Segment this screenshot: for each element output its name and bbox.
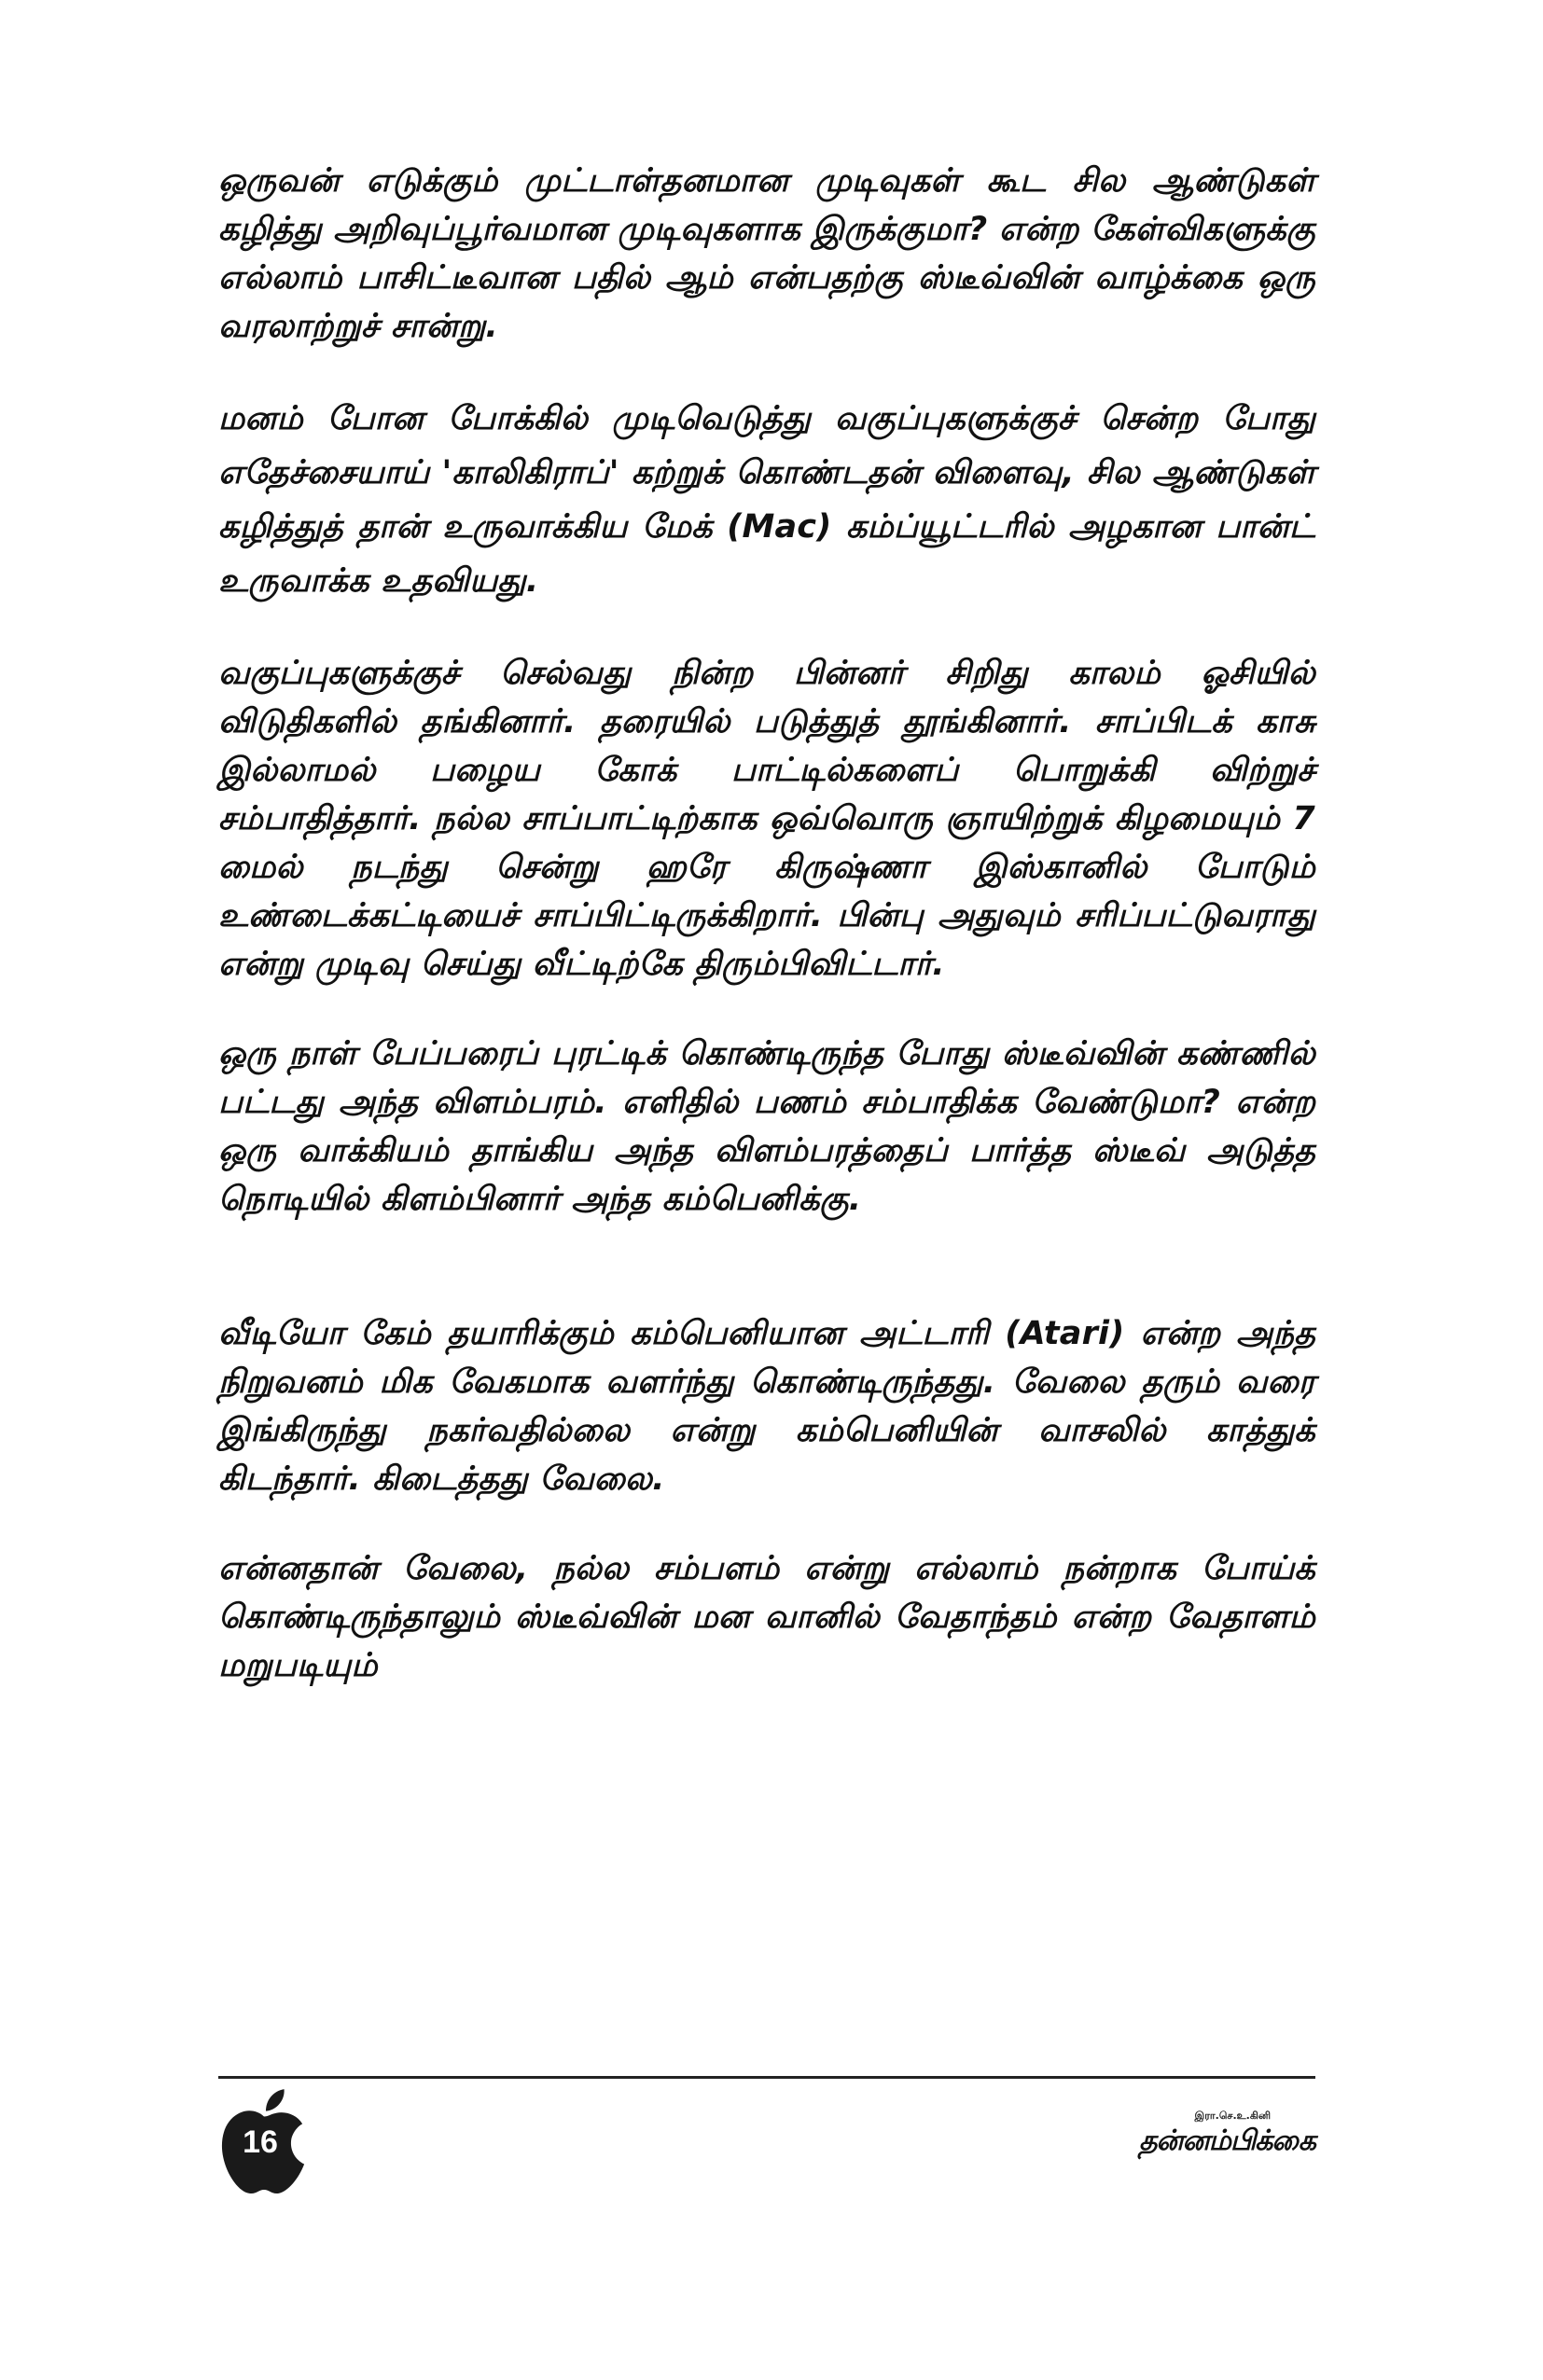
publisher-logo: [1036, 2110, 1315, 2160]
paragraph-4: ஒரு நாள் பேப்பரைப் புரட்டிக் கொண்டிருந்த போது ஸ்டீவ்வின் கண்ணில் பட்டது அந்த விளம்பரம். எளிதில் பணம் சம்பாதிக்க வேண்டுமா? என்ற ஒரு வாக்கியம் தாங்கிய அந்த விளம்பரத்தைப் பார்த்த ஸ்டீவ் அடுத்த நொடியில் கிளம்பினார் அந்த கம்பெனிக்கு.: [218, 1035, 1315, 1218]
paragraph-5: வீடியோ கேம் தயாரிக்கும் கம்பெனியான அட்டாரி (Atari) என்ற அந்த நிறுவனம் மிக வேகமாக வளர்ந்து கொண்டிருந்தது. வேலை தரும் வரை இங்கிருந்து நகர்வதில்லை என்று கம்பெனியின் வாசலில் காத்துக் கிடந்தார். கிடைத்தது வேலை.: [218, 1315, 1315, 1498]
paragraph-3: வகுப்புகளுக்குச் செல்வது நின்ற பின்னர் சிறிது காலம் ஓசியில் விடுதிகளில் தங்கினார். தரையில் படுத்துத் தூங்கினார். சாப்பிடக் காசு இல்லாமல் பழைய கோக் பாட்டில்களைப் பொறுக்கி விற்றுச் சம்பாதித்தார். நல்ல சாப்பாட்டிற்காக ஒவ்வொரு ஞாயிற்றுக் கிழமையும் 7 மைல் நடந்து சென்று ஹரே கிருஷ்ணா இஸ்கானில் போடும் உண்டைக்கட்டியைச் சாப்பிட்டிருக்கிறார். பின்பு அதுவும் சரிப்பட்டுவராது என்று முடிவு செய்து வீட்டிற்கே திரும்பிவிட்டார்.: [218, 655, 1315, 983]
paragraph-1: ஒருவன் எடுக்கும் முட்டாள்தனமான முடிவுகள் கூட சில ஆண்டுகள் கழித்து அறிவுப்பூர்வமான முடிவுகளாக இருக்குமா? என்ற கேள்விகளுக்கு எல்லாம் பாசிட்டீவான பதில் ஆம் என்பதற்கு ஸ்டீவ்வின் வாழ்க்கை ஒரு வரலாற்றுச் சான்று.: [218, 162, 1315, 345]
article-body: [218, 157, 1315, 1731]
paragraph-2: மனம் போன போக்கில் முடிவெடுத்து வகுப்புகளுக்குச் சென்ற போது எதேச்சையாய் 'காலிகிராப்' கற்றுக் கொண்டதன் விளைவு, சில ஆண்டுகள் கழித்துத் தான் உருவாக்கிய மேக் (Mac) கம்ப்யூட்டரில் அழகான பான்ட் உருவாக்க உதவியது.: [218, 400, 1315, 600]
page-number: 16: [243, 2124, 278, 2160]
publisher-editor-name: இரா.செ.உ.கினி: [1194, 2110, 1271, 2122]
paragraph-6: என்னதான் வேலை, நல்ல சம்பளம் என்று எல்லாம் நன்றாக போய்க் கொண்டிருந்தாலும் ஸ்டீவ்வின் மன வானில் வேதாந்தம் என்ற வேதாளம் மறுபடியும்: [218, 1550, 1315, 1684]
footer-divider: [218, 2076, 1315, 2079]
publisher-magazine-name: தன்னம்பிக்கை: [1139, 2124, 1315, 2157]
